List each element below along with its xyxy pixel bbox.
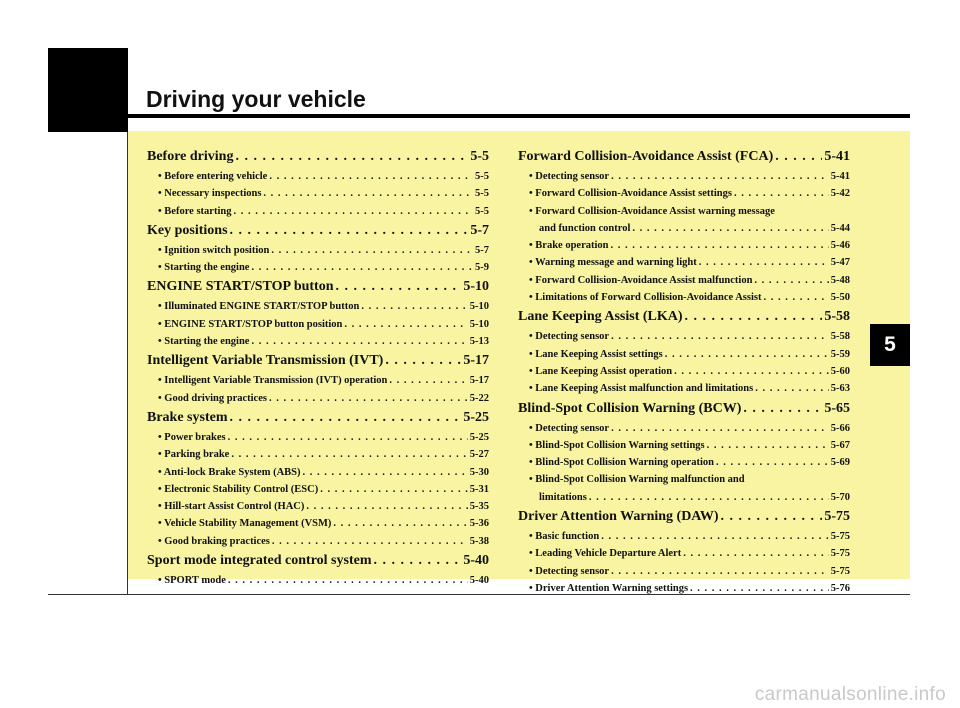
toc-entry-page: 5-25 (463, 409, 489, 425)
toc-entry-label: and function control (539, 222, 631, 234)
toc-dot-leader (251, 333, 467, 350)
toc-entry-label: • Good driving practices (158, 392, 267, 404)
toc-sub-entry[interactable] (518, 420, 850, 437)
toc-sub-entry[interactable] (147, 446, 489, 463)
toc-dot-leader (683, 545, 829, 562)
toc-entry-page: 5-48 (830, 274, 850, 286)
toc-entry-page: 5-9 (475, 262, 489, 274)
toc-dot-leader (611, 563, 829, 580)
toc-dot-leader (716, 454, 829, 471)
toc-entry-page: 5-44 (830, 222, 850, 234)
toc-entry-label: • Intelligent Variable Transmission (IVT) operation (158, 375, 388, 387)
toc-dot-leader (632, 220, 828, 237)
toc-sub-entry[interactable] (518, 289, 850, 306)
toc-entry-label: Lane Keeping Assist (LKA) (518, 309, 683, 325)
toc-entry-label: • Forward Collision-Avoidance Assist malfunction (529, 274, 753, 286)
toc-dot-leader (734, 185, 829, 202)
toc-sub-entry[interactable] (518, 203, 850, 220)
toc-sub-entry[interactable] (518, 528, 850, 545)
toc-entry-label: • Forward Collision-Avoidance Assist settings (529, 188, 732, 200)
toc-section-entry[interactable] (147, 350, 489, 372)
toc-section-entry[interactable] (147, 550, 489, 572)
toc-entry-label: • SPORT mode (158, 575, 226, 587)
toc-dot-leader (685, 306, 823, 328)
toc-sub-entry[interactable] (147, 498, 489, 515)
toc-entry-label: • Good braking practices (158, 535, 270, 547)
toc-entry-page: 5-7 (470, 222, 489, 238)
toc-sub-entry[interactable] (147, 464, 489, 481)
toc-entry-page: 5-35 (469, 501, 489, 513)
toc-entry-label: • Blind-Spot Collision Warning malfunction and (529, 474, 745, 486)
toc-entry-label: • Parking brake (158, 449, 230, 461)
toc-entry-label: Intelligent Variable Transmission (IVT) (147, 353, 384, 369)
toc-entry-label: • Starting the engine (158, 336, 250, 348)
toc-dot-leader (743, 398, 822, 420)
toc-dot-leader (269, 390, 468, 407)
toc-dot-leader (271, 242, 473, 259)
toc-entry-label: Driver Attention Warning (DAW) (518, 509, 719, 525)
toc-sub-entry[interactable] (518, 437, 850, 454)
chapter-tab[interactable] (870, 324, 910, 366)
toc-entry-page: 5-27 (469, 449, 489, 461)
toc-entry-page: 5-63 (830, 383, 850, 395)
toc-entry-page: 5-30 (469, 466, 489, 478)
toc-sub-entry[interactable] (147, 429, 489, 446)
toc-sub-entry[interactable] (518, 489, 850, 506)
watermark: carmanualsonline.info (754, 684, 946, 705)
margin-rule (127, 132, 128, 594)
toc-entry-label: • Illuminated ENGINE START/STOP button (158, 301, 360, 313)
toc-dot-leader (611, 328, 829, 345)
chapter-title: Driving your vehicle (146, 86, 366, 112)
toc-dot-leader (763, 289, 828, 306)
toc-entry-page: 5-40 (463, 553, 489, 569)
toc-entry-page: 5-67 (830, 439, 850, 451)
toc-entry-label: • Detecting sensor (529, 171, 610, 182)
toc-entry-label: • Warning message and warning light (529, 257, 697, 269)
toc-entry-label: • Limitations of Forward Collision-Avoidance Assist (529, 292, 762, 304)
toc-entry-page: 5-5 (475, 188, 489, 200)
toc-entry-label: • Detecting sensor (529, 565, 610, 577)
toc-dot-leader (344, 316, 467, 333)
toc-entry-page: 5-5 (475, 171, 489, 182)
toc-entry-label: • Lane Keeping Assist malfunction and limitations (529, 383, 754, 395)
toc-dot-leader (775, 146, 822, 168)
toc-sub-entry[interactable] (518, 454, 850, 471)
toc-entry-page: 5-42 (830, 188, 850, 200)
toc-dot-leader (231, 446, 467, 463)
toc-sub-entry[interactable] (518, 185, 850, 202)
toc-dot-leader (754, 272, 828, 289)
toc-dot-leader (385, 350, 461, 372)
toc-entry-page: 5-10 (463, 279, 489, 295)
toc-section-entry[interactable] (147, 407, 489, 429)
toc-entry-label: • Electronic Stability Control (ESC) (158, 483, 319, 495)
toc-section-entry[interactable] (147, 146, 489, 168)
toc-dot-leader (333, 515, 467, 532)
toc-column-right (518, 146, 850, 597)
toc-dot-leader (589, 489, 829, 506)
toc-entry-label: • Blind-Spot Collision Warning settings (529, 439, 705, 451)
toc-entry-page: 5-50 (830, 292, 850, 304)
toc-dot-leader (755, 380, 829, 397)
toc-sub-entry[interactable] (147, 316, 489, 333)
toc-sub-entry[interactable] (147, 572, 489, 589)
chapter-number: 5 (884, 333, 896, 356)
toc-sub-entry[interactable] (147, 372, 489, 389)
toc-dot-leader (272, 533, 468, 550)
toc-sub-entry[interactable] (518, 471, 850, 488)
toc-entry-page: 5-41 (824, 149, 850, 164)
toc-entry-page: 5-75 (830, 548, 850, 560)
toc-entry-page: 5-22 (469, 392, 489, 404)
toc-dot-leader (361, 298, 467, 315)
toc-sub-entry[interactable] (518, 580, 850, 597)
toc-entry-page: 5-7 (475, 244, 489, 256)
toc-entry-label: • Necessary inspections (158, 188, 262, 200)
toc-entry-label: • Ignition switch position (158, 244, 270, 256)
toc-sub-entry[interactable] (518, 237, 850, 254)
toc-dot-leader (306, 498, 467, 515)
toc-entry-label: • Lane Keeping Assist operation (529, 365, 673, 377)
toc-entry-page: 5-75 (830, 565, 850, 577)
toc-sub-entry[interactable] (147, 259, 489, 276)
toc-dot-leader (699, 254, 829, 271)
toc-entry-label: • Leading Vehicle Departure Alert (529, 548, 682, 560)
toc-entry-page: 5-10 (469, 301, 489, 313)
toc-dot-leader (269, 168, 473, 185)
toc-column-left (147, 146, 489, 589)
toc-entry-label: Before driving (147, 149, 234, 164)
toc-section-entry[interactable] (147, 220, 489, 242)
toc-entry-page: 5-58 (824, 309, 850, 325)
toc-sub-entry[interactable] (518, 380, 850, 397)
toc-entry-page: 5-10 (469, 318, 489, 330)
toc-sub-entry[interactable] (518, 220, 850, 237)
toc-sub-entry[interactable] (518, 168, 850, 185)
toc-section-entry[interactable] (518, 146, 850, 168)
toc-sub-entry[interactable] (147, 515, 489, 532)
toc-dot-leader (389, 372, 467, 389)
toc-entry-label: Forward Collision-Avoidance Assist (FCA) (518, 149, 774, 164)
toc-dot-leader (263, 185, 473, 202)
toc-entry-label: • ENGINE START/STOP button position (158, 318, 343, 330)
toc-sub-entry[interactable] (518, 254, 850, 271)
toc-dot-leader (721, 506, 823, 528)
toc-dot-leader (690, 580, 829, 597)
toc-entry-label: • Hill-start Assist Control (HAC) (158, 501, 305, 513)
toc-dot-leader (374, 550, 462, 572)
toc-entry-label: • Forward Collision-Avoidance Assist warning message (529, 205, 775, 217)
toc-entry-label: • Detecting sensor (529, 331, 610, 343)
toc-sub-entry[interactable] (147, 203, 489, 220)
toc-sub-entry[interactable] (518, 272, 850, 289)
toc-entry-label: ENGINE START/STOP button (147, 279, 334, 295)
toc-entry-page: 5-69 (830, 457, 850, 469)
toc-entry-page: 5-47 (830, 257, 850, 269)
toc-entry-label: • Anti-lock Brake System (ABS) (158, 466, 301, 478)
toc-entry-label: limitations (539, 491, 587, 503)
toc-entry-page: 5-75 (830, 531, 850, 543)
toc-entry-page: 5-38 (469, 535, 489, 547)
toc-entry-page: 5-41 (830, 171, 850, 182)
toc-entry-page: 5-66 (830, 422, 850, 434)
toc-entry-page: 5-25 (469, 431, 489, 443)
toc-sub-entry[interactable] (147, 390, 489, 407)
toc-entry-page: 5-40 (469, 575, 489, 587)
toc-entry-page: 5-17 (463, 353, 489, 369)
toc-entry-page: 5-31 (469, 483, 489, 495)
toc-dot-leader (674, 363, 829, 380)
toc-entry-page: 5-70 (830, 491, 850, 503)
toc-dot-leader (233, 203, 473, 220)
toc-section-entry[interactable] (518, 306, 850, 328)
title-underline (128, 114, 910, 118)
toc-entry-page: 5-58 (830, 331, 850, 343)
toc-entry-label: • Blind-Spot Collision Warning operation (529, 457, 714, 469)
toc-entry-page: 5-5 (475, 205, 489, 217)
toc-entry-page: 5-36 (469, 518, 489, 530)
toc-entry-page: 5-75 (824, 509, 850, 525)
toc-dot-leader (320, 481, 468, 498)
toc-entry-label: • Driver Attention Warning settings (529, 582, 689, 594)
toc-dot-leader (230, 407, 462, 429)
toc-entry-page: 5-65 (824, 400, 850, 416)
toc-entry-label: Brake system (147, 409, 228, 425)
toc-entry-page: 5-76 (830, 582, 850, 594)
toc-sub-entry[interactable] (147, 185, 489, 202)
toc-dot-leader (665, 346, 829, 363)
header-black-block (48, 48, 128, 132)
toc-sub-entry[interactable] (147, 333, 489, 350)
toc-entry-label: • Basic function (529, 531, 600, 543)
toc-entry-label: Blind-Spot Collision Warning (BCW) (518, 400, 742, 416)
toc-entry-page: 5-13 (469, 336, 489, 348)
toc-sub-entry[interactable] (147, 481, 489, 498)
toc-entry-label: • Vehicle Stability Management (VSM) (158, 518, 332, 530)
toc-dot-leader (611, 420, 829, 437)
toc-entry-label: • Before starting (158, 205, 232, 217)
toc-dot-leader (601, 528, 829, 545)
toc-dot-leader (251, 259, 473, 276)
toc-entry-page: 5-59 (830, 348, 850, 360)
toc-sub-entry[interactable] (147, 298, 489, 315)
toc-dot-leader (611, 237, 829, 254)
toc-sub-entry[interactable] (147, 242, 489, 259)
toc-entry-label: • Before entering vehicle (158, 171, 268, 182)
toc-sub-entry[interactable] (518, 545, 850, 562)
toc-sub-entry[interactable] (518, 563, 850, 580)
toc-dot-leader (235, 146, 468, 168)
toc-dot-leader (303, 464, 468, 481)
toc-section-entry[interactable] (518, 398, 850, 420)
toc-entry-label: Key positions (147, 222, 228, 238)
toc-sub-entry[interactable] (518, 328, 850, 345)
toc-sub-entry[interactable] (518, 346, 850, 363)
toc-entry-page: 5-5 (470, 149, 489, 164)
toc-entry-label: • Starting the engine (158, 262, 250, 274)
toc-sub-entry[interactable] (147, 168, 489, 185)
toc-entry-page: 5-17 (469, 375, 489, 387)
toc-entry-label: • Detecting sensor (529, 422, 610, 434)
toc-dot-leader (336, 276, 462, 298)
toc-section-entry[interactable] (147, 276, 489, 298)
toc-dot-leader (228, 429, 468, 446)
toc-entry-label: • Brake operation (529, 240, 609, 252)
toc-dot-leader (228, 572, 468, 589)
toc-entry-page: 5-60 (830, 365, 850, 377)
toc-entry-label: • Lane Keeping Assist settings (529, 348, 663, 360)
toc-dot-leader (230, 220, 469, 242)
toc-entry-page: 5-46 (830, 240, 850, 252)
toc-entry-label: • Power brakes (158, 431, 226, 443)
toc-dot-leader (611, 168, 829, 185)
toc-dot-leader (707, 437, 829, 454)
toc-sub-entry[interactable] (518, 363, 850, 380)
toc-entry-label: Sport mode integrated control system (147, 553, 372, 569)
toc-sub-entry[interactable] (147, 533, 489, 550)
toc-section-entry[interactable] (518, 506, 850, 528)
